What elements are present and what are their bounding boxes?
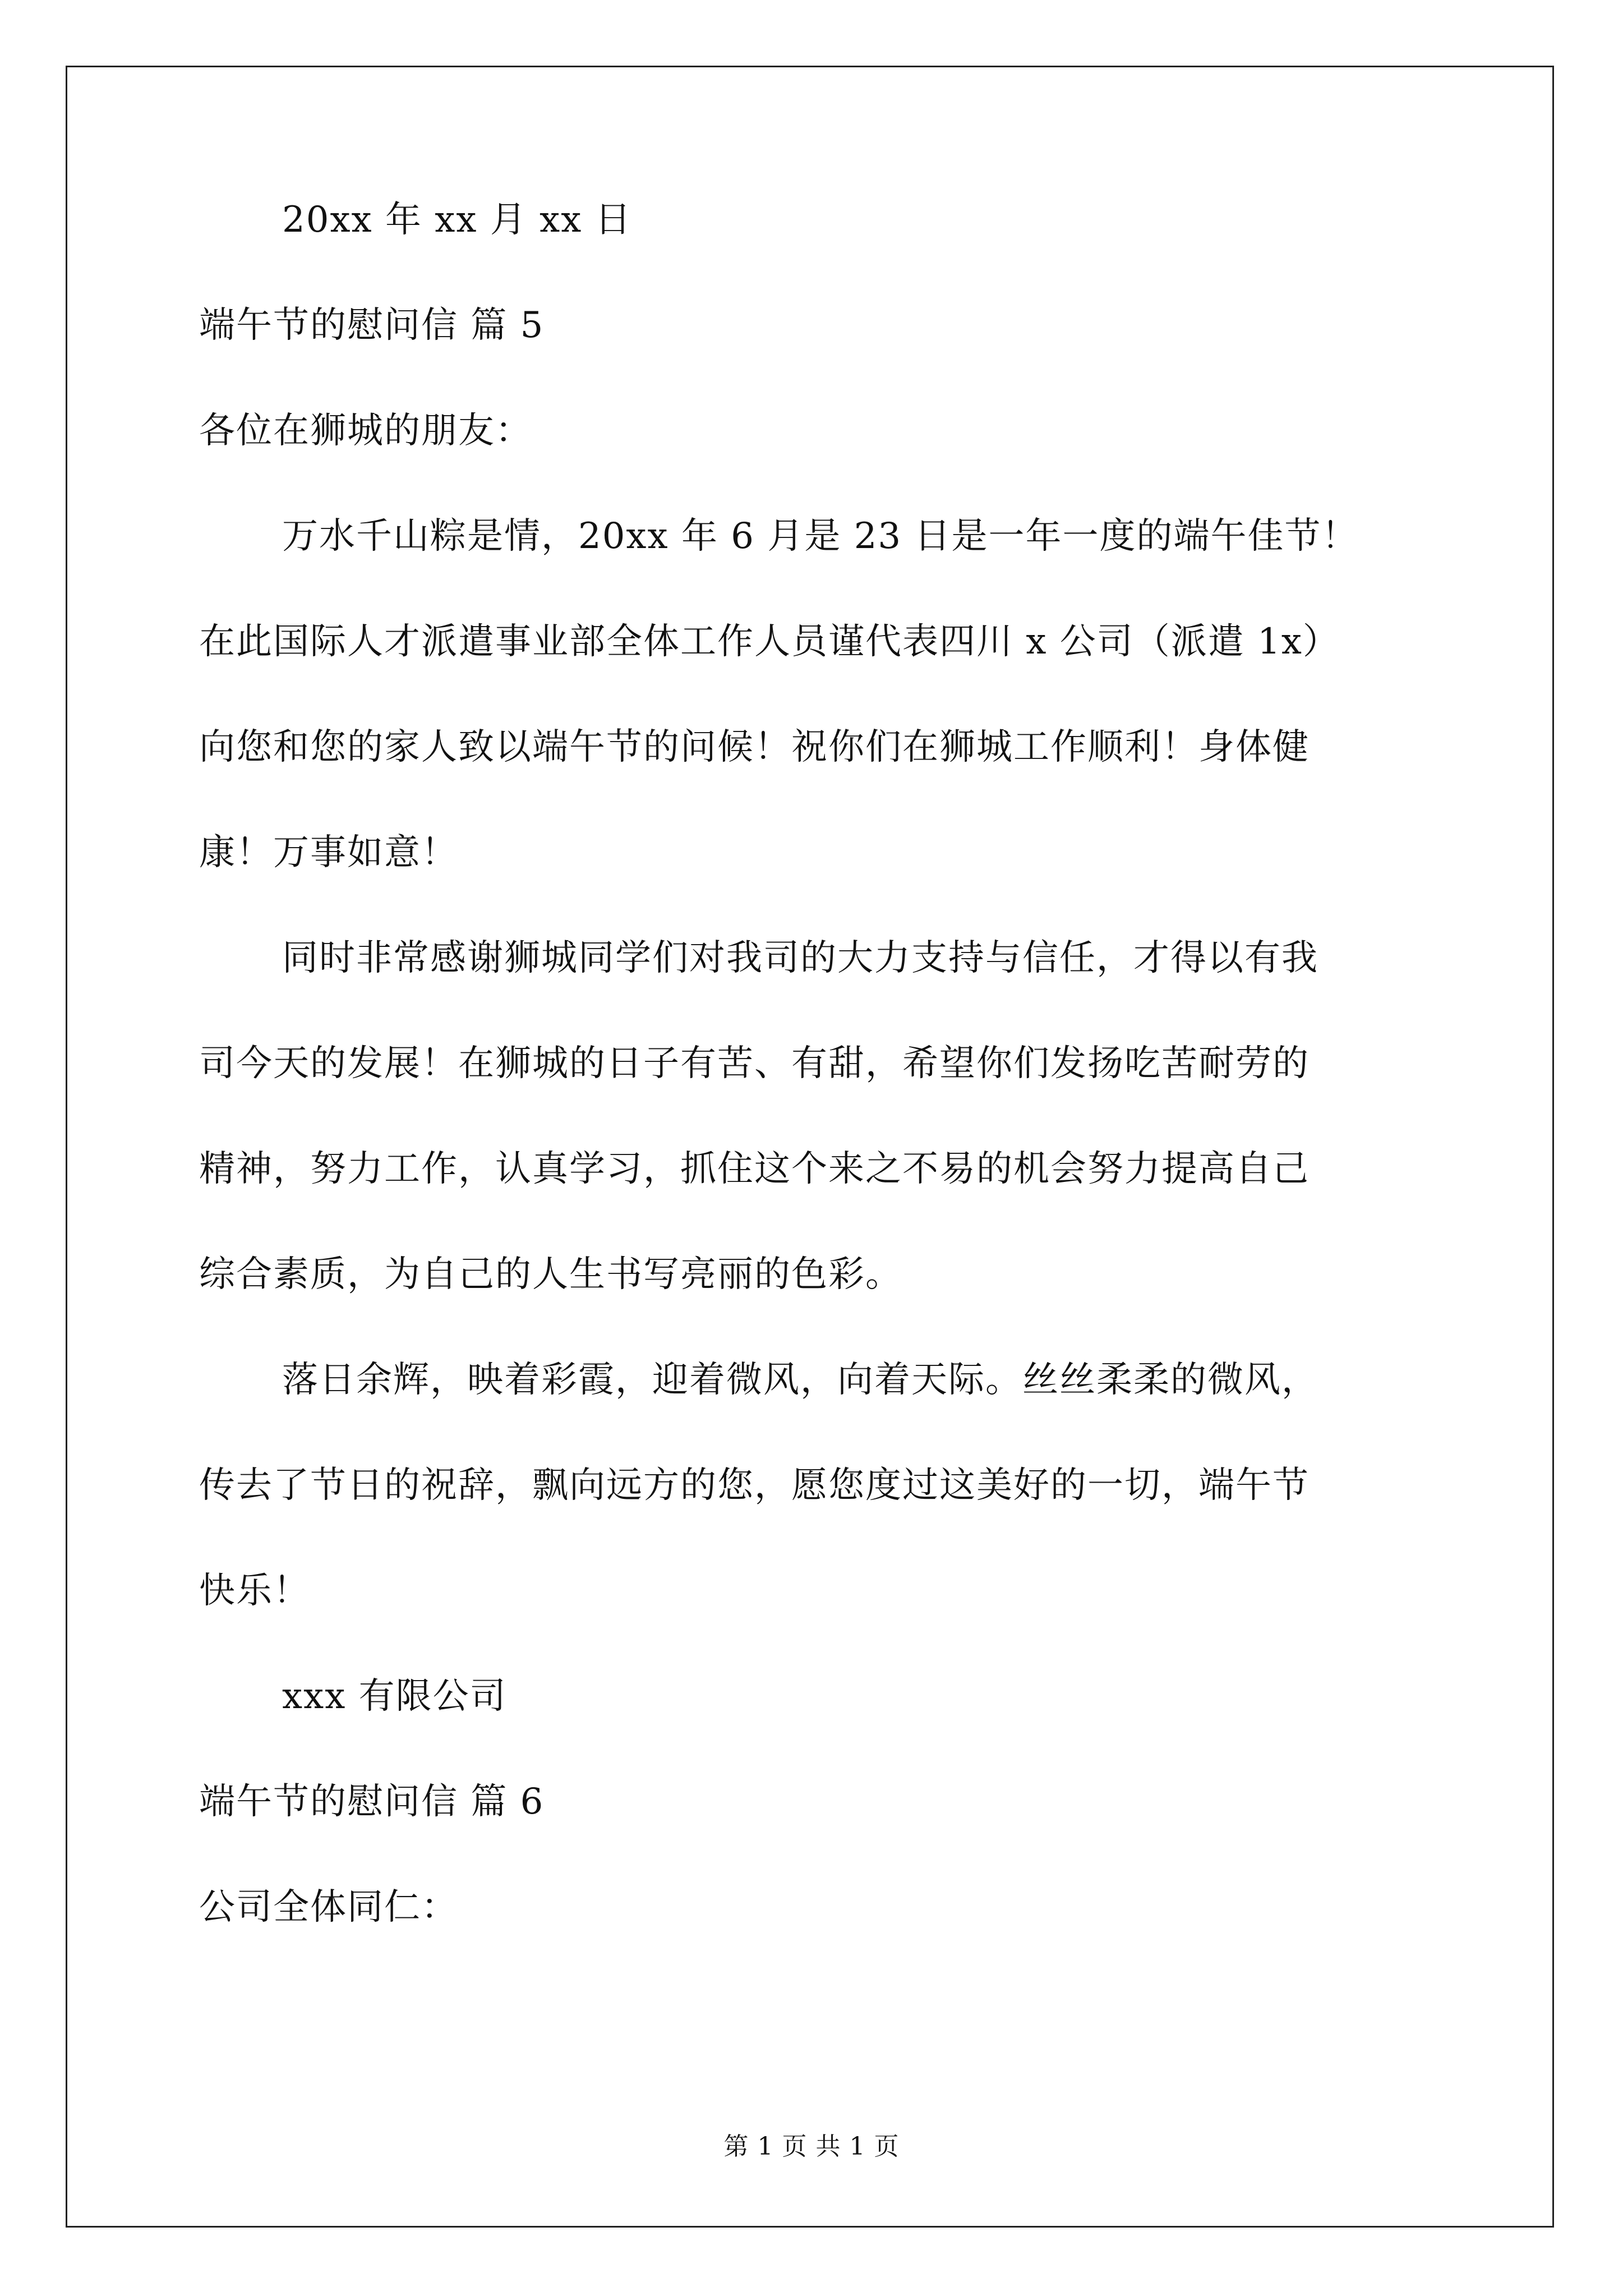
section-title-5: 端午节的慰问信 篇 5	[199, 305, 545, 346]
paragraph-1-line-4: 康！万事如意！	[199, 832, 458, 873]
paragraph-1-line-2: 在此国际人才派遣事业部全体工作人员谨代表四川 x 公司（派遣 1x）	[199, 621, 1340, 662]
paragraph-2-line-1: 同时非常感谢狮城同学们对我司的大力支持与信任，才得以有我	[282, 937, 1318, 979]
salutation-5: 各位在狮城的朋友：	[199, 410, 532, 452]
letter-date: 20xx 年 xx 月 xx 日	[282, 199, 632, 241]
salutation-6: 公司全体同仁：	[199, 1887, 458, 1928]
signature-company: xxx 有限公司	[282, 1676, 507, 1717]
page-number-footer: 第 1 页 共 1 页	[723, 2132, 900, 2161]
paragraph-3-line-2: 传去了节日的祝辞，飘向远方的您，愿您度过这美好的一切，端午节	[199, 1465, 1310, 1506]
paragraph-2-line-3: 精神，努力工作，认真学习，抓住这个来之不易的机会努力提高自己	[199, 1148, 1310, 1190]
paragraph-3-line-3: 快乐！	[199, 1570, 310, 1612]
paragraph-1-line-3: 向您和您的家人致以端午节的问候！祝你们在狮城工作顺利！身体健	[199, 726, 1310, 768]
section-title-6: 端午节的慰问信 篇 6	[199, 1781, 545, 1823]
paragraph-2-line-2: 司今天的发展！在狮城的日子有苦、有甜，希望你们发扬吃苦耐劳的	[199, 1043, 1310, 1084]
paragraph-3-line-1: 落日余辉，映着彩霞，迎着微风，向着天际。丝丝柔柔的微风，	[282, 1359, 1318, 1401]
paragraph-1-line-1: 万水千山粽是情，20xx 年 6 月是 23 日是一年一度的端午佳节！	[282, 516, 1359, 557]
paragraph-2-line-4: 综合素质，为自己的人生书写亮丽的色彩。	[199, 1254, 902, 1295]
